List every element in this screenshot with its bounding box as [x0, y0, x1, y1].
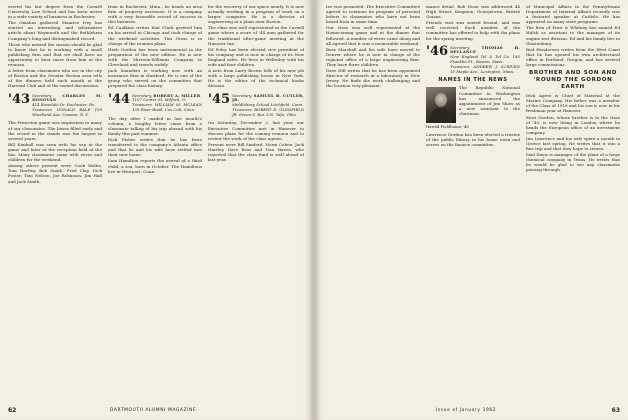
secretary-name: ROBERT A. MILLER	[153, 92, 201, 98]
photo-caption: Harold Fieldhouse '46	[426, 124, 469, 130]
paragraph: Dick Fisher writes that he has been transferred to the company's Atlanta office and that he and his wife have settled into their new home.	[108, 137, 202, 158]
paragraph: tee was promoted. The Executive Committee agreed to continue its program of personal letters to classmates who have not been heard from in some time.	[326, 4, 420, 25]
role-label: Secretary,	[32, 92, 53, 98]
paragraph: Our class was well represented at the Homecoming game and at the dinner that followed. A number of wives came along and all agreed that it was a memorable weekend.	[326, 25, 420, 46]
paragraph: Among others present were Cook Waltis, Tom Hartley, Bob Smith, Fred Clay, Dick Foster, Tom Nelson, Joe Robinson, Jim Hall and Jack Smith.	[8, 163, 102, 184]
paragraph: Present were Bill Sanford, Norm Cohen, Jack Hartley, Dave Ross and Tom Harris, who reported that the class fund is well ahead of last year.	[208, 141, 304, 163]
class-year: '44	[108, 91, 131, 107]
role-label: Secretary,	[232, 92, 253, 98]
paragraph: The day after I mailed in last month's column, a lengthy letter came from a classmate telling of his trip abroad with his family this past summer.	[108, 115, 202, 136]
paragraph: Friends visit was seated frontal, and was well received. Each member of the committee has offered to help with the plans for the spring meeting.	[426, 20, 520, 41]
right-footer	[316, 406, 628, 416]
class-header-46	[426, 45, 520, 75]
paragraph: mance detail. Bob Noon was addressed 44 High Street, Kingston, Georgetown, British Guiana.	[426, 4, 520, 20]
paragraph: of Municipal Affairs in the Pennsylvania Department of Internal Affairs recently was a featured speaker at Carlisle. He has appeared on many state programs.	[526, 4, 620, 25]
secretary-name: SAMUEL B. CUTLER, JR.	[232, 92, 304, 103]
role-label: Secretary,	[450, 44, 471, 50]
left-page	[0, 0, 312, 420]
role-label: Secretary,	[132, 92, 153, 98]
left-col-1	[8, 4, 102, 400]
paragraph: Jack Saunders is working now with an insurance firm in Hartford. He is one of the group who served on the committee that prepared the class history.	[108, 68, 202, 89]
paragraph: Lawrence Gordon has been elected a trustee of the public library in his home town and serves on the finance committee.	[426, 132, 520, 148]
class-header-45	[208, 93, 304, 118]
secretary-name: CHARLES M. DONOVAN	[32, 92, 102, 103]
paragraph: Mort Gordon, whose brother is in the class of '49, is now living in London where he heads the European office of an investment company.	[526, 114, 620, 135]
paragraph: The firm of Pratt & Whitney has named Ed Walsh as assistant to the manager of its engine test division. Ed and his family live in Glastonbury.	[526, 25, 620, 46]
paragraph: The class was well represented at the Cornell game where a score of '44 men gathered for the traditional after-game meeting at the Hanover Inn.	[208, 25, 304, 46]
paragraph: Bud Henderson writes from the West Coast that he has opened his own architectural office in Portland, Oregon, and has several large commissions.	[526, 46, 620, 68]
right-page	[316, 0, 628, 420]
left-footer	[0, 406, 312, 416]
right-col-1	[326, 4, 420, 400]
paragraph: The Princeton game was inspiration to many of our classmates. The buses filled early and the crowd in the stands was the largest in several years.	[8, 120, 102, 141]
secretary-address: Middlebury School Litchfield, Conn.	[232, 102, 304, 108]
left-col-3	[208, 4, 304, 400]
class-header-44	[108, 93, 202, 113]
secretary-address: 1107 Center St. Milford, O.	[132, 97, 186, 103]
paragraph: Sam Hamilton reports the arrival of a third child, a son, born in October. The Hamiltons live in Westport, Conn.	[108, 158, 202, 174]
section-heading-names-in-news: NAMES IN THE NEWS	[438, 77, 508, 84]
page-number: 63	[611, 407, 620, 414]
page-number: 62	[8, 407, 17, 414]
paragraph: Ed Caulkins writes that Clark greeted him on his arrival in Chicago and took charge of the weekend activities. Tim Gross is in charge of the reunion plans.	[108, 25, 202, 46]
treasurer-line: Treasurer, ROBERT D. GLENFIELD JR. Seven S. Box 130, Tafe, Ohio	[232, 106, 304, 117]
paragraph: Buzz Marshall and his wife have moved to Denver where he is now in charge of the regional office of a large engineering firm. They have three children.	[326, 46, 420, 68]
paragraph: A note from Larry Brown tells of his new job with a large publishing house in New York. He is the editor of the technical books division.	[208, 68, 304, 89]
class-contact	[132, 93, 202, 113]
paragraph: The Omahas gathered Maurice Ivey has started an interesting and informative article about Weymouth and the Bethlehem Company's long and distinguished record.	[8, 20, 102, 41]
secretary-address: New England Tel & Tel Co. 185 Franklin St., Boston, Mass.	[450, 54, 520, 65]
treasurer-line: Treasurer, DONALD BALE 159 Woodland Ave. Canaan, N. Y.	[32, 106, 102, 117]
class-contact	[232, 93, 304, 118]
treasurer-line: Treasurer, WILLIAM M. MCLEAN 109 Riser Road, Cos Cob, Conn.	[132, 102, 202, 112]
paragraph: Ed Foley has been elected vice president of his company and is now in charge of its New England sales. He lives in Wellesley with his wife and four children.	[208, 46, 304, 68]
class-year: '46	[426, 43, 449, 59]
paragraph: Dick Agree is Chief of Material at the Marine Company. His father was a member of the Class of 1918 and his son is now in his freshman year at Hanover.	[526, 93, 620, 114]
portrait-photo	[426, 87, 456, 123]
paragraph: A letter from classmates who are in the city of Boston and the Greater Boston area tells of the dinners held each month at the Harvard Club and of the varied discussions.	[8, 68, 102, 89]
right-col-3	[526, 4, 620, 400]
secretary-name: THOMAS H. DELLANCE	[450, 44, 520, 55]
paragraph: Paul Davis is manager of the plant of a large chemical company in Texas. He writes that he would be glad to see any classmates passing through.	[526, 152, 620, 173]
paragraph: served his law degree from the Cornell University Law School and has been active in a wide variety of business in Rochester.	[8, 4, 102, 20]
class-year: '45	[208, 91, 231, 107]
class-header-43	[8, 93, 102, 118]
paragraph: Herb Gordon has been instrumental in the preparation of the new edition. He is now with the Sherwin-Williams Company in Cleveland and travels widely.	[108, 46, 202, 68]
secretary-address: 414 Rosedale Dr. Rochester, Pa.	[32, 102, 95, 108]
paragraph: Jim Lawrence and his wife spent a month in Greece last spring. He writes that it was a fine trip and that they hope to return.	[526, 135, 620, 152]
magazine-title: DARTMOUTH ALUMNI MAGAZINE	[110, 408, 197, 413]
paragraph: The Republic National Committee in Washington has announced the appointment of Jim Shaw as a new assistant to the chairman.	[459, 85, 520, 116]
right-col-2	[426, 4, 520, 400]
class-contact	[32, 93, 102, 118]
left-col-2	[108, 4, 202, 400]
paragraph: Those who missed the season should be glad to know that he is working with a small publishing firm and that we shall have an opportunity to hear more from him at the reunion.	[8, 41, 102, 68]
issue-date: Issue of January 1962	[436, 408, 497, 413]
class-contact	[450, 45, 520, 75]
class-year: '43	[8, 91, 31, 107]
treasurer-line: Treasurer, ANDREW J. SCRIVEN 10 Maple Ave., Lexington, Mass.	[450, 63, 520, 74]
paragraph: for the recovery of our space nearly. It is now actually working in a program of work on a larger computer. He is a director of engineering at a plant near Boston.	[208, 4, 304, 25]
paragraph: On Saturday, December 2, last year, our Executive Committee met in Hanover to discuss plans for the coming reunion and to review the work of the class agents.	[208, 120, 304, 141]
paragraph: Dave Hill writes that he has been appointed director of research at a laboratory in New Jersey. He finds the work challenging and the location very pleasant.	[326, 68, 420, 89]
section-heading-brother-son: BROTHER AND SON AND 'ROUND THE GORDON EARTH	[529, 70, 617, 91]
paragraph: Bill Kimball was seen with his son at the game and later at the reception held at the Inn. Many classmates came with wives and children for the weekend.	[8, 141, 102, 163]
paragraph: from in Rochester, Minn., he heads an area firm of property assessors. It is a company with a very favorable record of success in this business.	[108, 4, 202, 25]
